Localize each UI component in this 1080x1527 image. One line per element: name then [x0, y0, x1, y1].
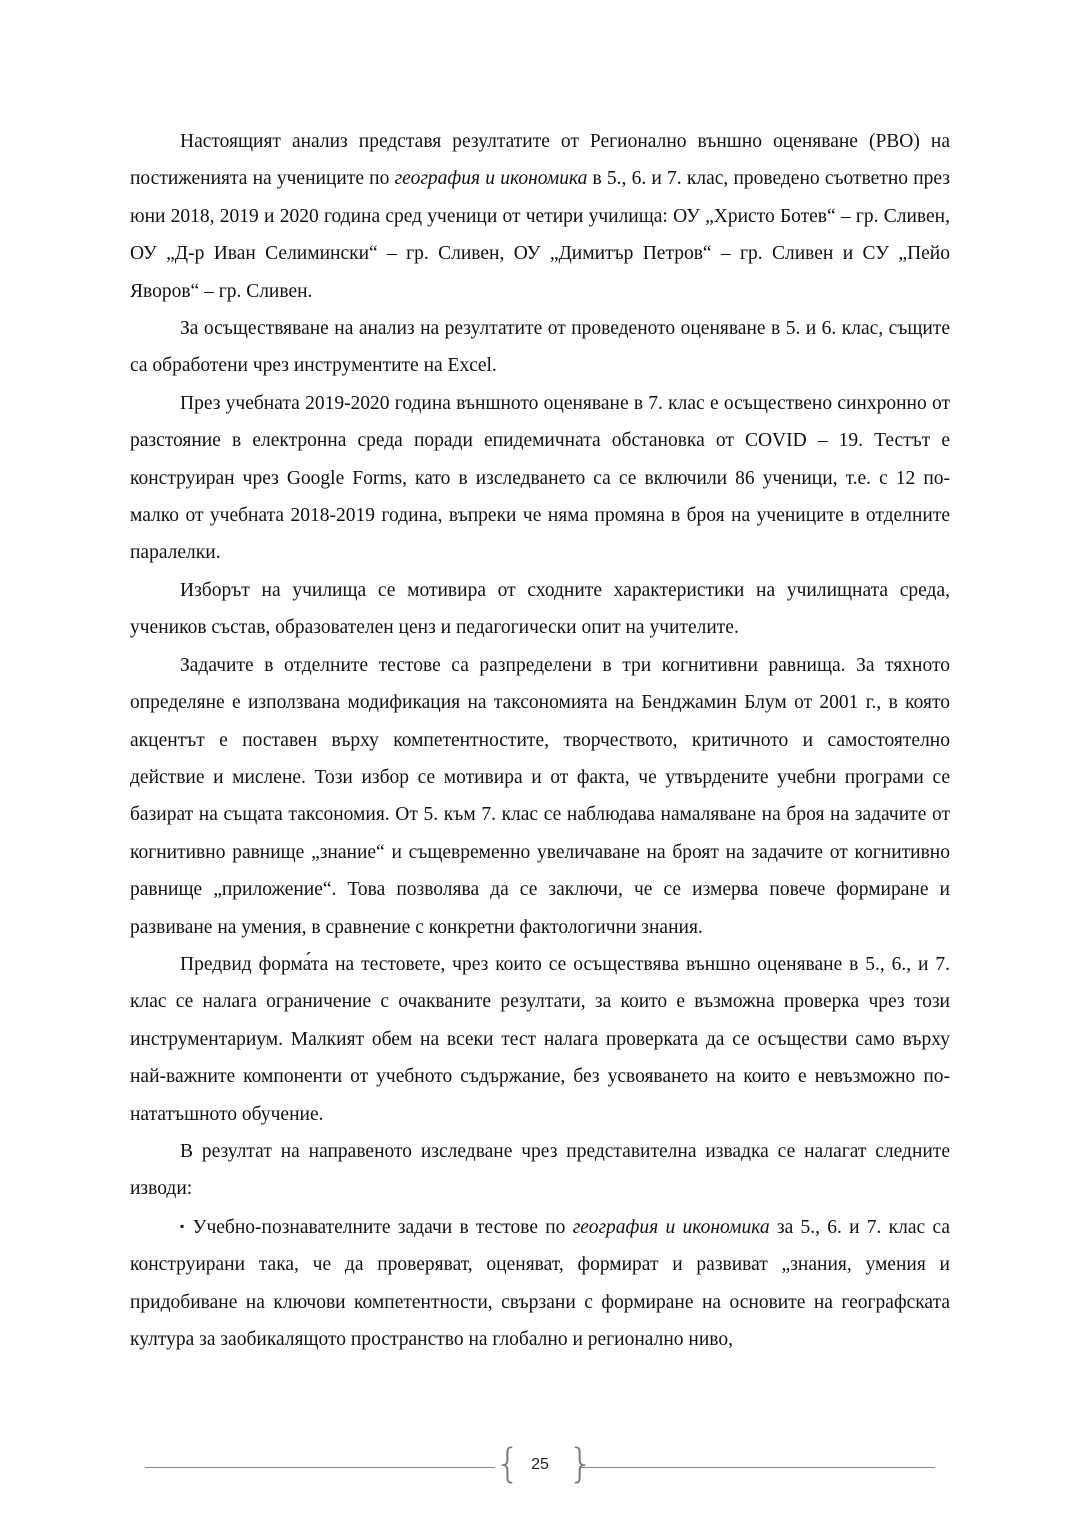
paragraph-intro: Настоящият анализ представя резултатите от Регионално външно оценяване (РВО) на постиженията на учениците по география и икономика в 5., 6. и 7. клас, проведено съответно през юни 2018, 2019 и 2020 година сред ученици от четири училища: ОУ „Христо Ботев“ – гр. Сливен, ОУ „Д-р Иван Селимински“ – гр. Сливен, ОУ „Димитър Петров“ – гр. Сливен и СУ „Пейо Яворов“ – гр. Сливен.: [130, 131, 950, 302]
body-text: [130, 123, 950, 1358]
subject-emphasis: география и икономика: [572, 1216, 770, 1238]
subject-emphasis: география и икономика: [394, 168, 588, 190]
paragraph-conclusions-intro: В резултат на направеното изследване чрез представителна извадка се налагат следните изводи:: [130, 1140, 950, 1200]
paragraph-bullet-conclusion: ▪ Учебно-познавателните задачи в тестове по география и икономика за 5., 6. и 7. клас са конструирани така, че да проверяват, оценяват, формират и развиват „знания, умения и придобиване на ключови компетентности, свързани с формиране на основите на географската култура за заобикалящото пространство на глобално и регионално ниво,: [130, 1216, 950, 1350]
right-brace-icon: }: [568, 1441, 594, 1487]
paragraph-school-selection: Изборът на училища се мотивира от сходните характеристики на училищната среда, учеников състав, образователен ценз и педагогически опит на учителите.: [130, 579, 950, 639]
page-number: 25: [531, 1456, 549, 1473]
footer-divider-right: [580, 1467, 935, 1468]
square-bullet-icon: ▪: [180, 1218, 187, 1233]
left-brace-icon: {: [495, 1441, 521, 1487]
footer-divider-left: [145, 1467, 495, 1468]
paragraph-test-format: Предвид форма́та на тестовете, чрез които се осъществява външно оценяване в 5., 6., и 7. клас се налага ограничение с очакваните резултати, за които е възможна проверка чрез този инструментариум. Малкият обем на всеки тест налага проверката да се осъществи само върху най-важните компоненти от учебното съдържание, без усвояването на които е невъзможно по-нататъшното обучение.: [130, 953, 950, 1125]
paragraph-analysis-method: За осъществяване на анализ на резултатите от проведеното оценяване в 5. и 6. клас, същите са обработени чрез инструментите на Excel.: [130, 318, 950, 377]
paragraph-cognitive-levels: Задачите в отделните тестове са разпределени в три когнитивни равнища. За тяхното определяне е използвана модификация на таксономията на Бенджамин Блум от 2001 г., в която акцентът е поставен върху компетентностите, творчеството, критичното и самостоятелно действие и мислене. Този избор се мотивира и от факта, че утвърдените учебни програми се базират на същата таксономия. От 5. към 7. клас се наблюдава намаляване на броя на задачите от когнитивно равнище „знание“ и същевременно увеличаване на броят на задачите от когнитивно равнище „приложение“. Това позволява да се заключи, че се измерва повече формиране и развиване на умения, в сравнение с конкретни фактологични знания.: [130, 654, 950, 938]
page-footer: [145, 1441, 935, 1490]
paragraph-covid-assessment: През учебната 2019-2020 година външното оценяване в 7. клас е осъществено синхронно от разстояние в електронна среда поради епидемичната обстановка от COVID – 19. Тестът е конструиран чрез Google Forms, като в изследването са се включили 86 ученици, т.е. с 12 по-малко от учебната 2018-2019 година, въпреки че няма промяна в броя на учениците в отделните паралелки.: [130, 392, 950, 564]
